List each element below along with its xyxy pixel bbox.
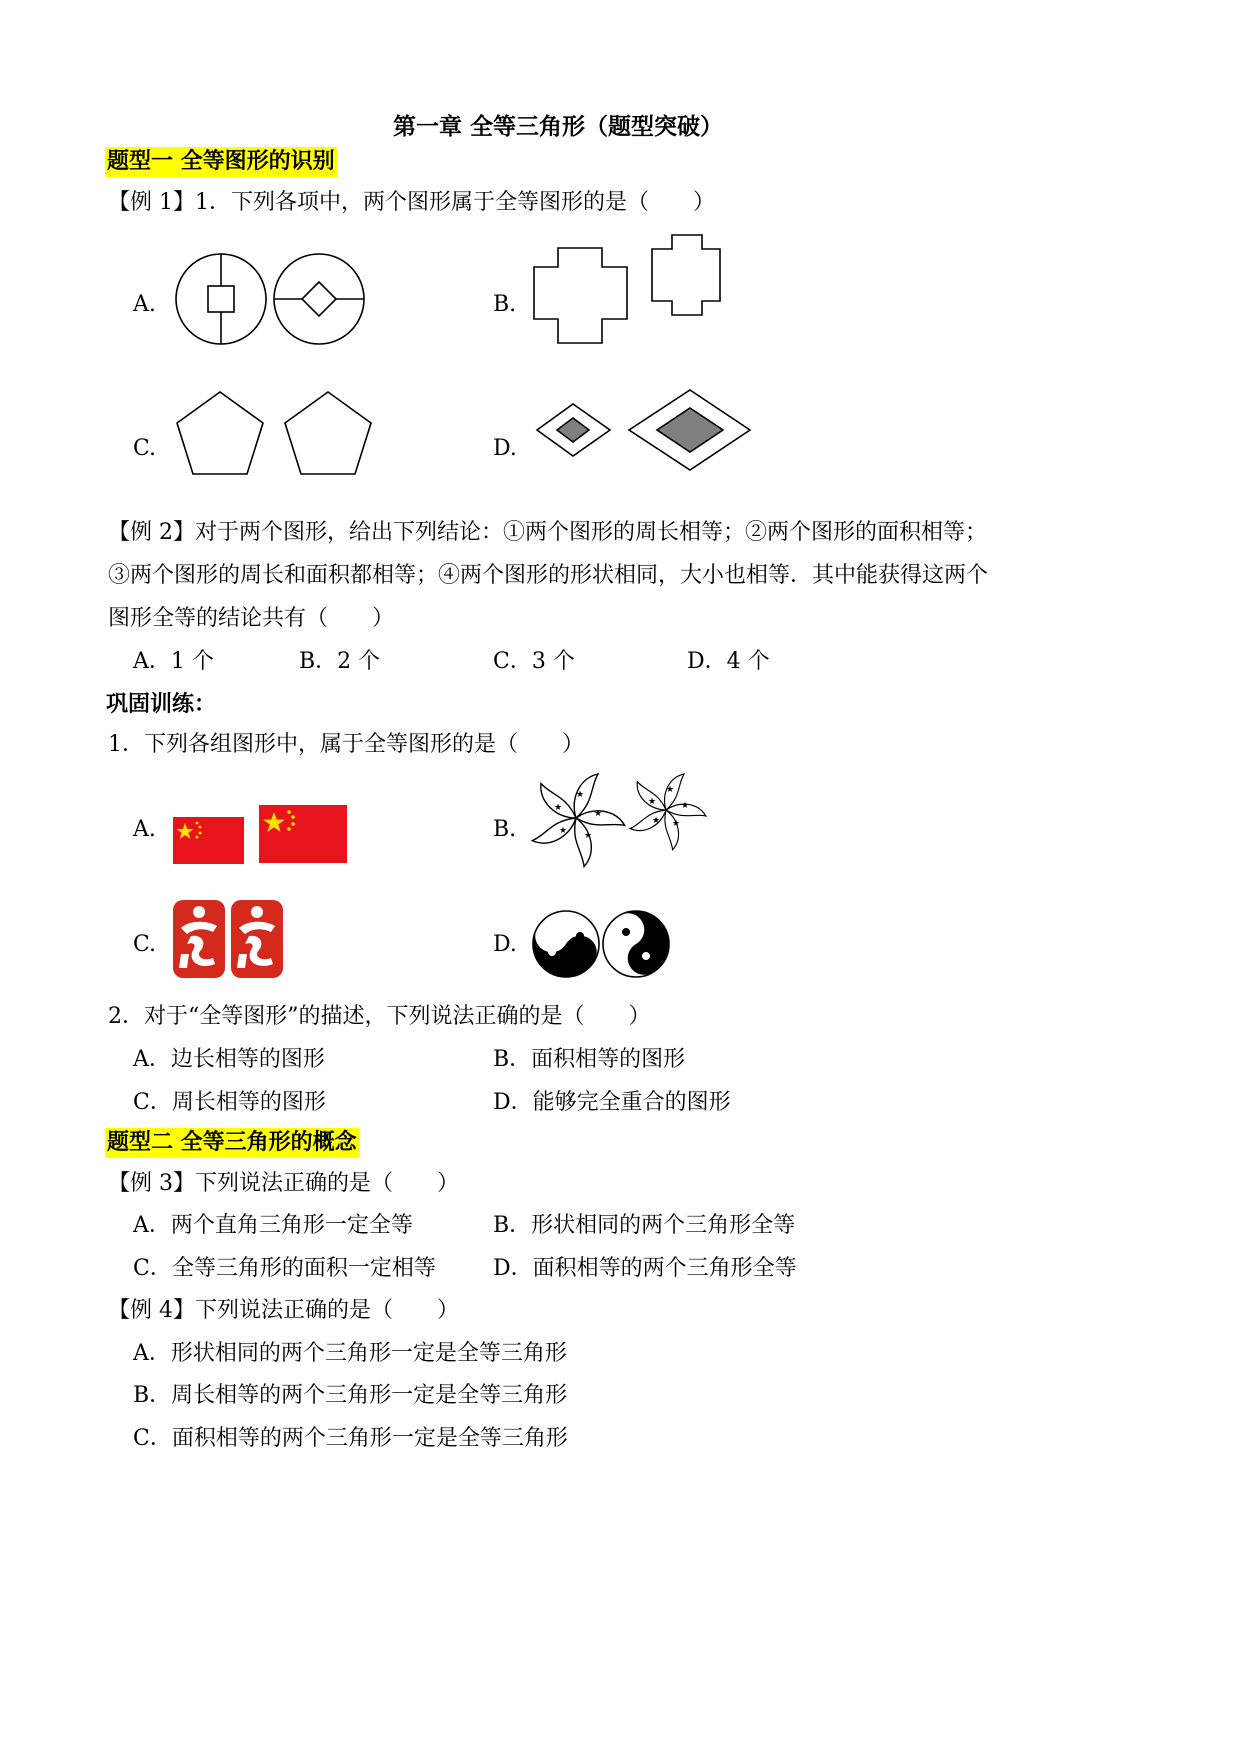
svg-text:★: ★ (666, 785, 675, 795)
ex2-option-b: B．2 个 (299, 649, 381, 674)
example-1-stem: 【例 1】1．下列各项中，两个图形属于全等图形的是（ ） (108, 190, 715, 215)
svg-text:★: ★ (584, 831, 593, 841)
ex4-option-c: C．面积相等的两个三角形一定是全等三角形 (133, 1426, 568, 1451)
ex3-option-a: A．两个直角三角形一定全等 (133, 1213, 413, 1238)
svg-text:★: ★ (652, 816, 661, 826)
svg-text:★: ★ (554, 803, 563, 813)
ex1-option-c-label: C. (133, 436, 157, 461)
p1-option-d-label: D. (493, 932, 517, 957)
example-2-line-2: ③两个图形的周长和面积都相等；④两个图形的形状相同，大小也相等．其中能获得这两个 (108, 563, 989, 588)
p1-option-c-label: C. (133, 932, 157, 957)
cross-figure (532, 233, 724, 347)
coin-figure (175, 252, 370, 347)
p2-option-c: C．周长相等的图形 (133, 1090, 326, 1115)
ex1-option-a-label: A. (133, 292, 156, 317)
practice-heading: 巩固训练： (106, 692, 217, 717)
p1-option-a-label: A. (133, 817, 156, 842)
yin-yang-icon (532, 908, 672, 980)
svg-text:★: ★ (594, 809, 603, 819)
diamond-figure (535, 394, 753, 466)
ex3-option-d: D．面积相等的两个三角形全等 (493, 1256, 797, 1281)
bauhinia-icon (526, 770, 706, 866)
china-flag-icon (173, 805, 349, 865)
pentagon-figure (175, 390, 375, 478)
ex2-option-d: D．4 个 (687, 649, 770, 674)
svg-text:★: ★ (672, 819, 681, 829)
olympic-stamp-icon (173, 898, 285, 980)
p2-option-d: D．能够完全重合的图形 (493, 1090, 731, 1115)
ex3-option-b: B．形状相同的两个三角形全等 (493, 1213, 796, 1238)
svg-text:★: ★ (576, 790, 585, 800)
example-4-stem: 【例 4】下列说法正确的是（ ） (108, 1298, 459, 1323)
ex4-option-a: A．形状相同的两个三角形一定是全等三角形 (133, 1341, 567, 1366)
section-heading-1: 题型一 全等图形的识别 (105, 147, 337, 177)
p2-option-a: A．边长相等的图形 (133, 1047, 325, 1072)
example-2-line-1: 【例 2】对于两个图形，给出下列结论：①两个图形的周长相等；②两个图形的面积相等； (108, 520, 987, 545)
svg-text:★: ★ (648, 797, 657, 807)
example-2-line-3: 图形全等的结论共有（ ） (108, 606, 395, 631)
p2-option-b: B．面积相等的图形 (493, 1047, 686, 1072)
ex3-option-c: C．全等三角形的面积一定相等 (133, 1256, 436, 1281)
p1-option-b-label: B. (493, 817, 517, 842)
svg-text:★: ★ (681, 801, 690, 811)
example-3-stem: 【例 3】下列说法正确的是（ ） (108, 1171, 459, 1196)
section-heading-2: 题型二 全等三角形的概念 (105, 1128, 359, 1158)
ex1-option-b-label: B. (493, 292, 517, 317)
practice-1-stem: 1．下列各组图形中，属于全等图形的是（ ） (108, 732, 584, 757)
svg-text:★: ★ (559, 826, 568, 836)
page-title: 第一章 全等三角形（题型突破） (393, 114, 724, 140)
ex2-option-a: A．1 个 (133, 649, 214, 674)
ex2-option-c: C．3 个 (493, 649, 575, 674)
ex1-option-d-label: D. (493, 436, 517, 461)
practice-2-stem: 2．对于“全等图形”的描述，下列说法正确的是（ ） (108, 1004, 651, 1029)
ex4-option-b: B．周长相等的两个三角形一定是全等三角形 (133, 1383, 568, 1408)
